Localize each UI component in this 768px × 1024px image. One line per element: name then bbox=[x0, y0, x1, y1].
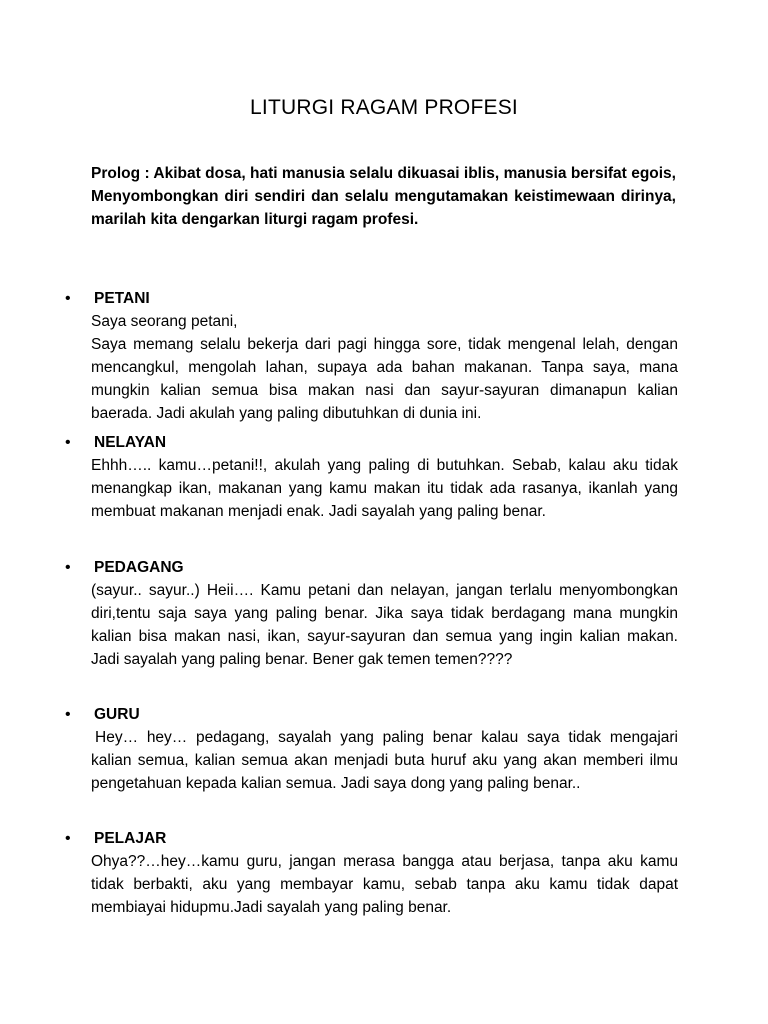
section-heading: NELAYAN bbox=[94, 434, 167, 451]
bullet-icon: • bbox=[65, 559, 71, 576]
section-heading: PEDAGANG bbox=[94, 559, 184, 576]
section-body: Saya memang selalu bekerja dari pagi hingga sore, tidak mengenal lelah, dengan mencangkul, mengolah lahan, supaya ada bahan makanan. Tanpa saya, mana mungkin kalian semua bisa makan nasi dan sayur-sayuran dimanapun kalian baerada. Jadi akulah yang paling dibutuhkan di dunia ini. bbox=[91, 336, 678, 422]
section-intro: Saya seorang petani, bbox=[91, 313, 238, 330]
bullet-icon: • bbox=[65, 434, 71, 451]
section-guru bbox=[65, 703, 678, 795]
section-pedagang bbox=[65, 556, 678, 671]
section-nelayan bbox=[65, 431, 678, 523]
section-body: Ohya??…hey…kamu guru, jangan merasa bangga atau berjasa, tanpa aku kamu tidak berbakti, aku yang membayar kamu, sebab tanpa aku kamu tidak dapat membiayai hidupmu.Jadi sayalah yang paling benar. bbox=[91, 853, 678, 916]
prolog-paragraph: Prolog : Akibat dosa, hati manusia selalu dikuasai iblis, manusia bersifat egois, Menyombongkan diri sendiri dan selalu mengutamakan keistimewaan dirinya, marilah kita dengarkan liturgi ragam profesi. bbox=[91, 165, 676, 228]
section-pelajar bbox=[65, 827, 678, 919]
section-heading: GURU bbox=[94, 706, 140, 723]
section-heading: PELAJAR bbox=[94, 830, 167, 847]
bullet-icon: • bbox=[65, 706, 71, 723]
section-body: Ehhh….. kamu…petani!!, akulah yang paling di butuhkan. Sebab, kalau aku tidak menangkap ikan, makanan yang kamu makan itu tidak ada rasanya, ikanlah yang membuat makanan menjadi enak. Jadi sayalah yang paling benar. bbox=[91, 457, 678, 520]
section-body: (sayur.. sayur..) Heii…. Kamu petani dan nelayan, jangan terlalu menyombongkan diri,tentu saja saya yang paling benar. Jika saya tidak berdagang mana mungkin kalian bisa makan nasi, ikan, sayur-sayuran dan semua yang ingin kalian makan. Jadi sayalah yang paling benar. Bener gak temen temen???? bbox=[91, 582, 678, 668]
bullet-icon: • bbox=[65, 830, 71, 847]
section-heading: PETANI bbox=[94, 290, 150, 307]
document-title: LITURGI RAGAM PROFESI bbox=[250, 96, 518, 119]
section-body: Hey… hey… pedagang, sayalah yang paling benar kalau saya tidak mengajari kalian semua, kalian semua akan menjadi buta huruf aku yang akan memberi ilmu pengetahuan kepada kalian semua. Jadi saya dong yang paling benar.. bbox=[91, 729, 678, 792]
bullet-icon: • bbox=[65, 290, 71, 307]
section-petani bbox=[65, 287, 678, 425]
